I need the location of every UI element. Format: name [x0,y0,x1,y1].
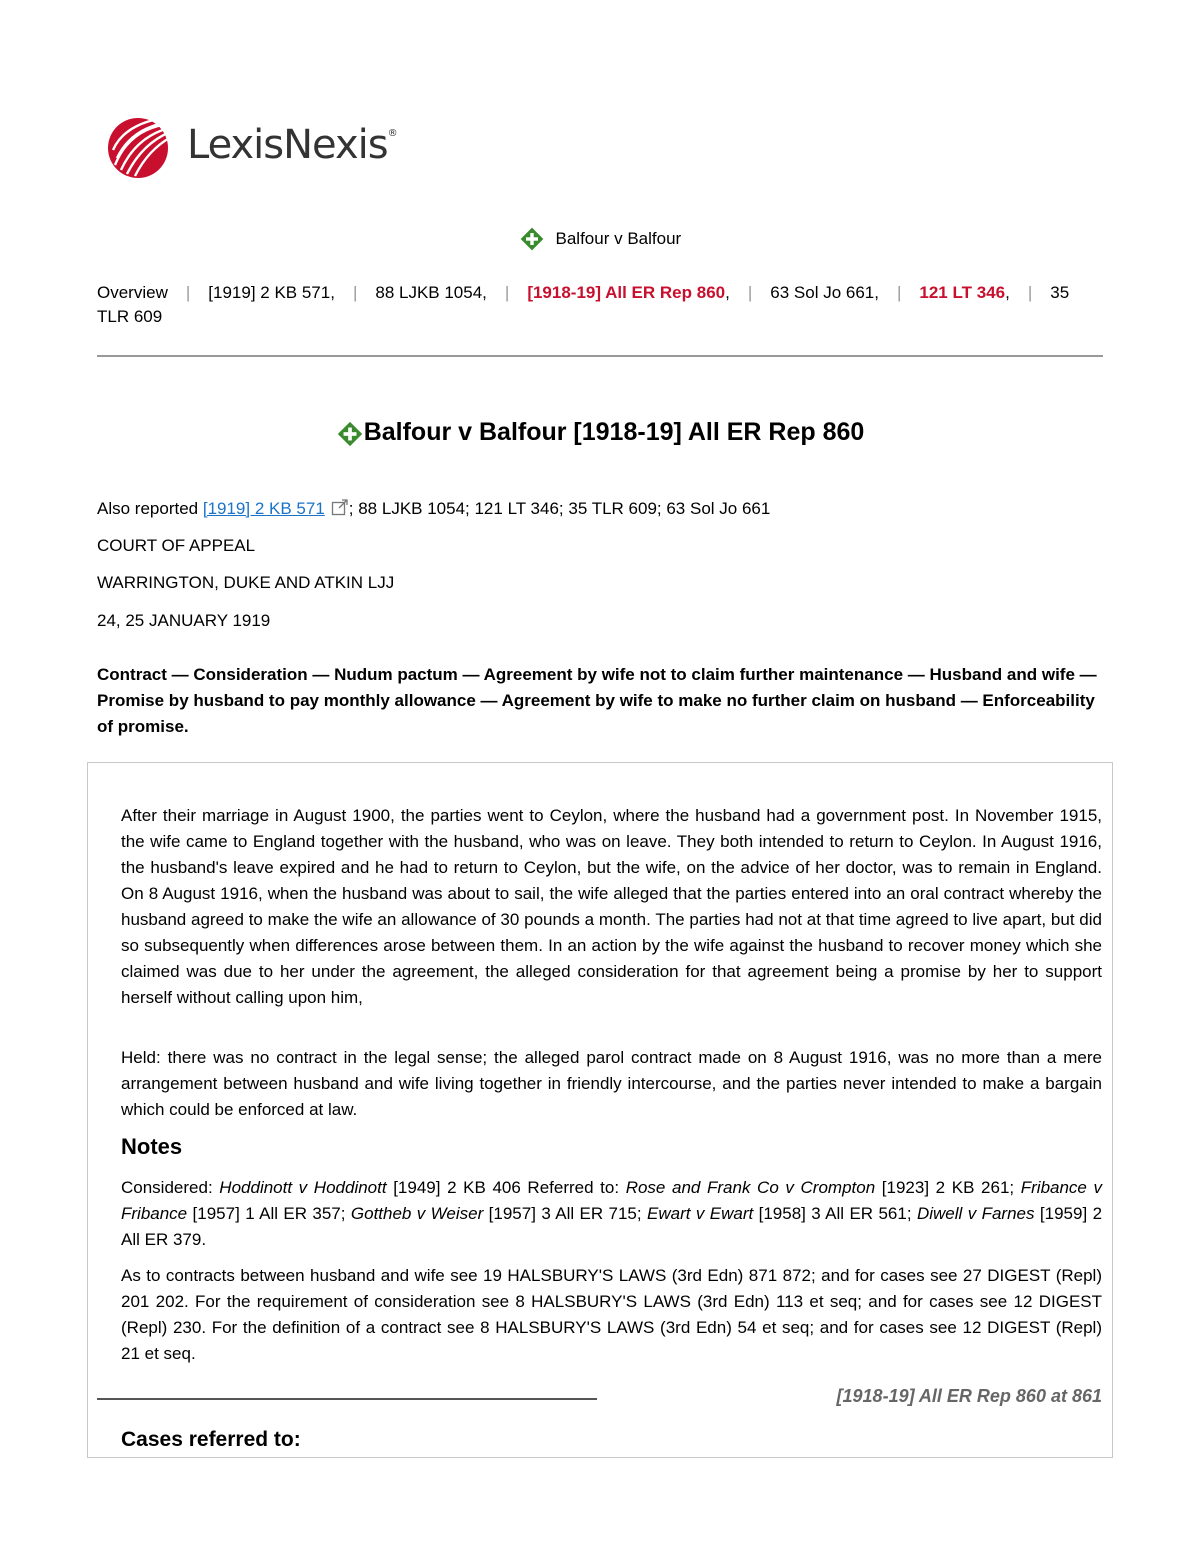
court-name: COURT OF APPEAL [97,536,256,555]
header-divider [97,355,1103,357]
citation-sol-jo[interactable]: 63 Sol Jo 661, [770,283,879,302]
lexisnexis-logo-icon [105,110,175,180]
plus-diamond-icon [519,226,545,252]
page-reference: [1918-19] All ER Rep 860 at 861 [836,1386,1102,1406]
headnote-held: Held: there was no contract in the legal sense; the alleged parol contract made on 8 August 1916, was no more than a mere arrangement between husband and wife living together in friendly intercourse, and the parties never intended to make a bargain which could be enforced at law. [121,1048,1102,1119]
judges: WARRINGTON, DUKE AND ATKIN LJJ [97,573,395,592]
page-title: Balfour v Balfour [1918-19] All ER Rep 860 [0,418,1200,448]
catchwords: Contract — Consideration — Nudum pactum — Agreement by wife not to claim further maintenance — Husband and wife — Promise by husband to pay monthly allowance — Agreement by wife to make no further claim on husband — Enforceability of promise. [97,665,1097,736]
headnote-facts: After their marriage in August 1900, the parties went to Ceylon, where the husband had a government post. In November 1915, the wife came to England together with the husband, who was on leave. They both intended to return to Ceylon. In August 1916, the husband's leave expired and he had to return to Ceylon, but the wife, on the advice of her doctor, was to remain in England. On 8 August 1916, when the husband was about to sail, the wife alleged that the parties entered into an oral contract whereby the husband agreed to make the wife an allowance of 30 pounds a month. The parties had not at that time agreed to live apart, but did so subsequently when differences arose between them. In an action by the wife against the husband to recover money which she claimed was due to her under the agreement, the alleged consideration for that agreement being a promise by her to support herself without calling upon him, [121,806,1102,1007]
citation-bar: Overview | [1919] 2 KB 571, | 88 LJKB 1054, | [1918-19] All ER Rep 860, | 63 Sol Jo 661, | 121 LT 346, | 35 TLR 609 [97,283,1070,326]
citation-all-er[interactable]: [1918-19] All ER Rep 860 [527,283,726,302]
lexisnexis-logo[interactable] [105,105,397,185]
citation-kb[interactable]: [1919] 2 KB 571, [208,283,335,302]
also-reported-link[interactable]: [1919] 2 KB 571 [202,499,325,518]
also-reported: Also reported [1919] 2 KB 571 ; 88 LJKB 1054; 121 LT 346; 35 TLR 609; 63 Sol Jo 661 [97,499,771,518]
citation-overview[interactable]: Overview [97,283,168,302]
external-link-icon[interactable] [331,498,349,516]
doc-header [0,226,1200,252]
judgment-date: 24, 25 JANUARY 1919 [97,611,271,630]
citation-lt[interactable]: 121 LT 346 [919,283,1006,302]
brand-name: LexisNexis® [187,122,397,168]
notes-halsbury: As to contracts between husband and wife see 19 HALSBURY'S LAWS (3rd Edn) 871 872; and for cases see 27 DIGEST (Repl) 201 202. For the requirement of consideration see 8 HALSBURY'S LAWS (3rd Edn) 113 et seq; and for cases see 12 DIGEST (Repl) 230. For the definition of a contract see 8 HALSBURY'S LAWS (3rd Edn) 54 et seq; and for cases see 12 DIGEST (Repl) 21 et seq. [121,1266,1102,1363]
cases-referred-heading: Cases referred to: [121,1428,301,1451]
notes-heading: Notes [121,1134,183,1159]
page-break-line [97,1398,597,1400]
notes-cases: Considered: Hoddinott v Hoddinott [1949] 2 KB 406 Referred to: Rose and Frank Co v Crompton [1923] 2 KB 261; Fribance v Fribance [1957] 1 All ER 357; Gottheb v Weiser [1957] 3 All ER 715; Ewart v Ewart [1958] 3 All ER 561; Diwell v Farnes [1959] 2 All ER 379. [121,1178,1103,1249]
doc-header-title: Balfour v Balfour [555,229,682,248]
citation-ljkb[interactable]: 88 LJKB 1054, [375,283,487,302]
citation-tlr[interactable]: 35 TLR 609 [97,283,1070,326]
plus-diamond-icon [336,420,364,448]
